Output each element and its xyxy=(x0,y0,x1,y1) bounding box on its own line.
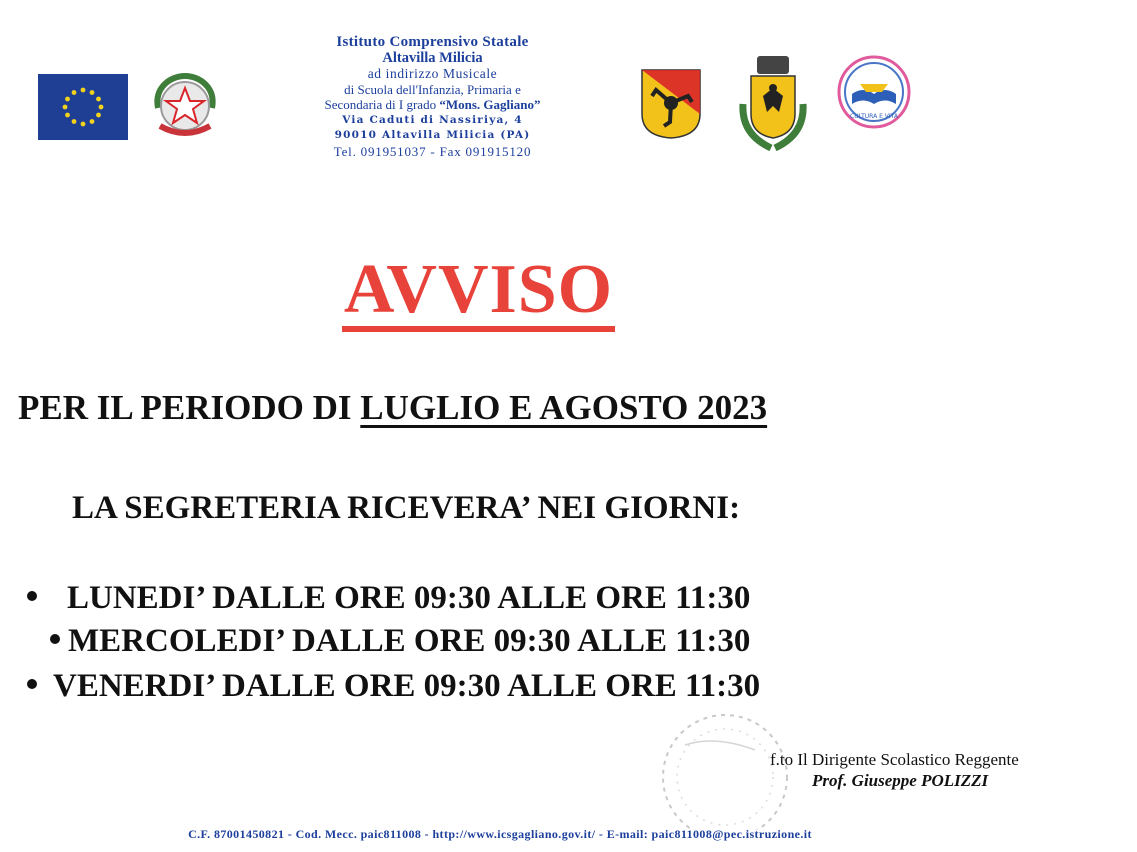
school-secondary-prefix: Secondaria di I grado xyxy=(324,97,440,112)
day-schedule-text: MERCOLEDI’ DALLE ORE 09:30 ALLE 11:30 xyxy=(68,623,751,659)
school-secondary-line xyxy=(260,97,605,113)
italian-republic-emblem-logo xyxy=(146,68,224,146)
signature-role: f.to Il Dirigente Scolastico Reggente xyxy=(770,750,1019,769)
day-schedule-text: VENERDI’ DALLE ORE 09:30 ALLE ORE 11:30 xyxy=(53,668,761,704)
day-schedule-text: LUNEDI’ DALLE ORE 09:30 ALLE ORE 11:30 xyxy=(67,580,751,616)
school-phone-fax: Tel. 091951037 - Fax 091915120 xyxy=(333,143,532,159)
sicily-trinacria-logo xyxy=(640,68,702,140)
school-info-block xyxy=(260,35,605,159)
period-line xyxy=(18,388,767,428)
segreteria-heading: LA SEGRETERIA RICEVERA’ NEI GIORNI: xyxy=(72,490,741,526)
bullet-icon xyxy=(27,679,37,689)
school-type: Istituto Comprensivo Statale xyxy=(336,34,529,50)
school-music-direction: ad indirizzo Musicale xyxy=(367,66,498,81)
list-item xyxy=(50,623,750,660)
comune-crest-logo xyxy=(737,54,809,152)
eu-flag-logo xyxy=(38,74,128,140)
footer-contact-line: C.F. 87001450821 - Cod. Mecc. paic811008 - http://www.icsgagliano.gov.it/ - E-mail: paic811008@pec.istruzione.it xyxy=(188,827,812,841)
bullet-icon xyxy=(27,591,37,601)
list-item xyxy=(27,580,750,617)
bullet-icon xyxy=(50,634,60,644)
period-months: LUGLIO E AGOSTO 2023 xyxy=(360,388,768,427)
school-city: 90010 Altavilla Milicia (PA) xyxy=(334,129,531,141)
school-levels: di Scuola dell'Infanzia, Primaria e xyxy=(344,81,521,97)
list-item xyxy=(27,668,760,705)
school-street: Via Caduti di Nassiriya, 4 xyxy=(342,113,523,126)
signature-name: Prof. Giuseppe POLIZZI xyxy=(812,771,989,790)
school-town: Altavilla Milicia xyxy=(382,49,483,66)
notice-title-block xyxy=(0,251,957,332)
cultura-e-vita-logo xyxy=(836,54,912,130)
period-prefix: PER IL PERIODO DI xyxy=(18,388,361,427)
cultura-logo-text: CULTURA E VITA xyxy=(850,113,898,120)
notice-title: AVVISO xyxy=(342,254,615,332)
school-name: “Mons. Gagliano” xyxy=(439,97,541,112)
